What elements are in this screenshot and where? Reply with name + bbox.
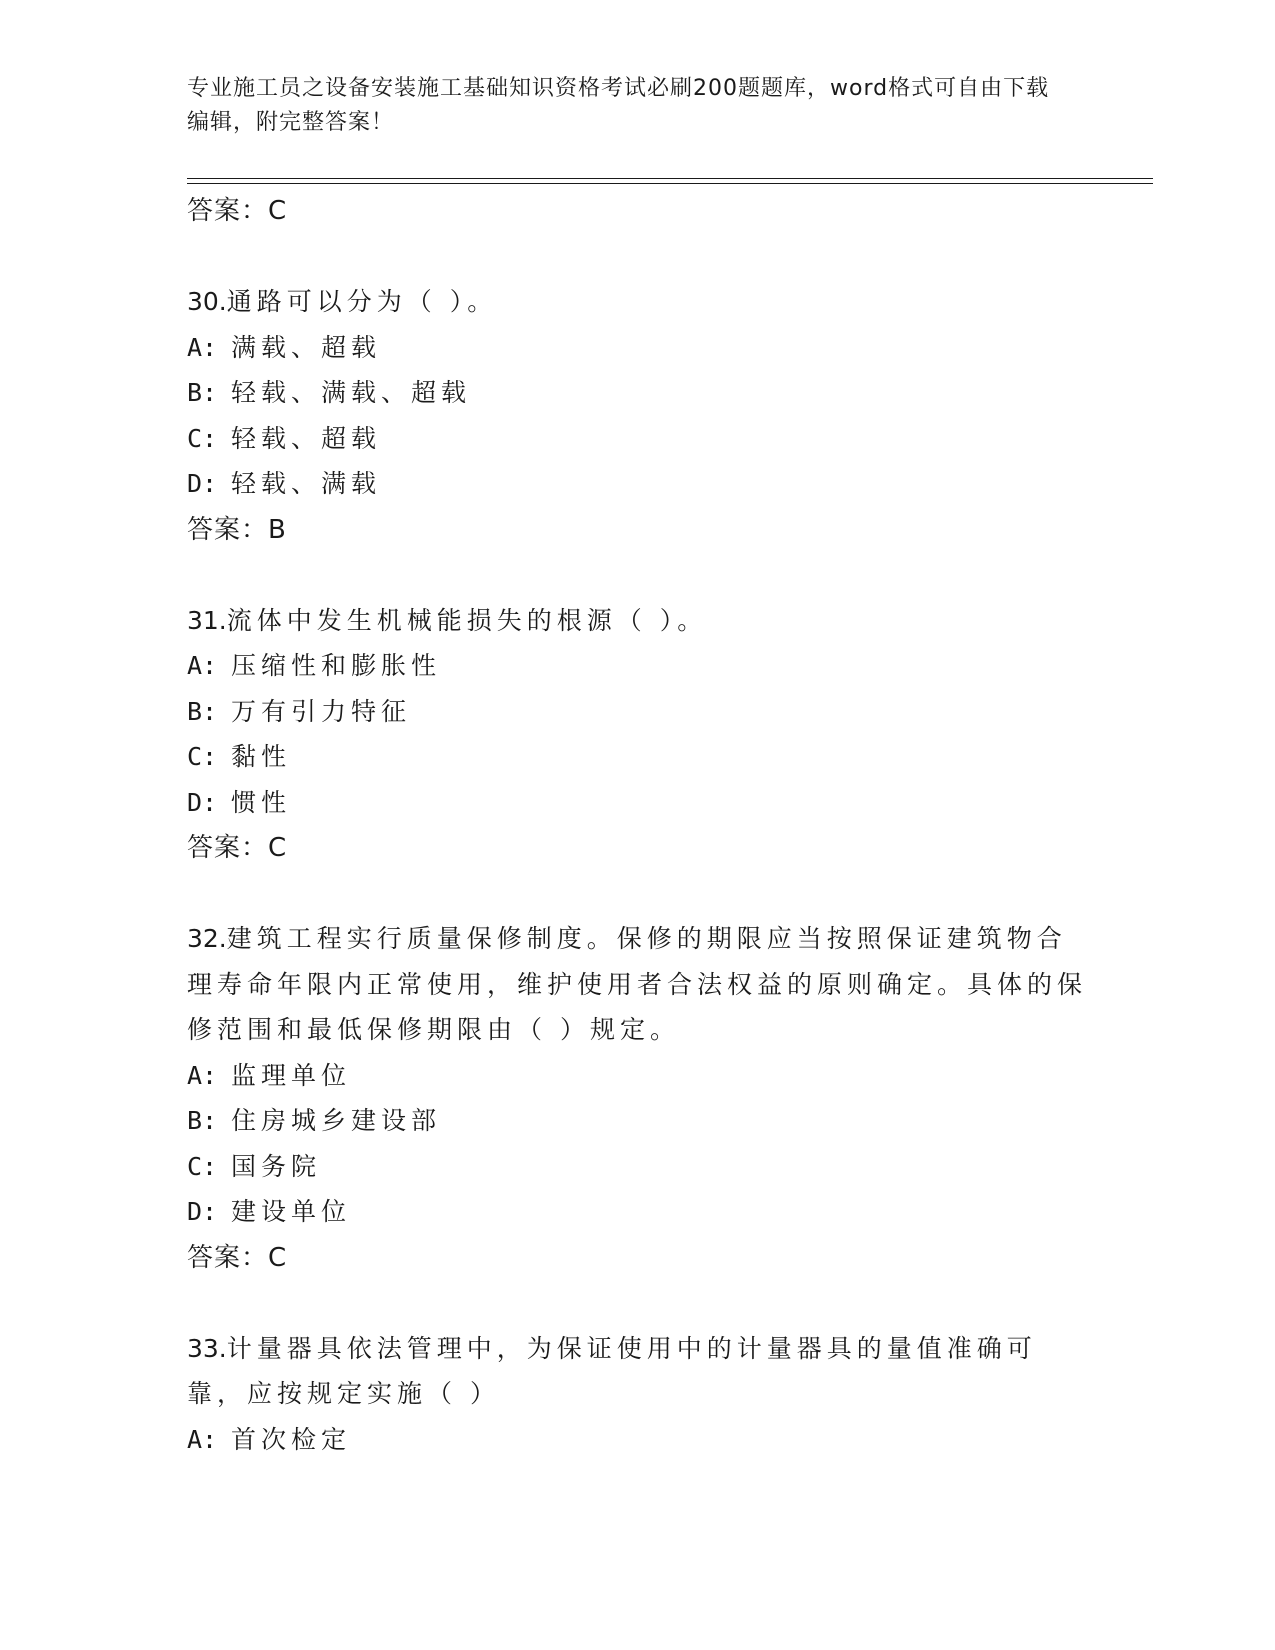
option-a: A: 首次检定: [187, 1424, 352, 1454]
option-d: D: 建设单位: [187, 1197, 352, 1226]
question-30: [187, 279, 1087, 553]
question-text: 30.通路可以分为（ ）。: [187, 287, 498, 316]
question-text: 33.计量器具依法管理中，为保证使用中的计量器具的量值准确可靠，应按规定实施（ ）: [187, 1333, 1037, 1408]
option-c: C: 国务院: [187, 1151, 322, 1181]
option-b: B: 轻载、满载、超载: [187, 378, 472, 407]
question-32: [187, 916, 1087, 1281]
option-d: D: 轻载、满载: [187, 469, 382, 498]
answer: 答案：B: [187, 514, 287, 545]
header-rule-top: [187, 178, 1153, 179]
document-header: 专业施工员之设备安装施工基础知识资格考试必刷200题题库，word格式可自由下载编辑，附完整答案！: [187, 76, 1050, 135]
answer: 答案：C: [187, 833, 288, 863]
option-a: A: 满载、超载: [187, 332, 382, 362]
option-b: B: 万有引力特征: [187, 696, 412, 726]
answer-prev: 答案：C: [187, 196, 288, 226]
option-a: A: 压缩性和膨胀性: [187, 651, 442, 680]
header-rule-bottom: [187, 183, 1153, 184]
question-31: [187, 598, 1087, 872]
question-33: [187, 1326, 1087, 1463]
question-text: 32.建筑工程实行质量保修制度。保修的期限应当按照保证建筑物合理寿命年限内正常使用，维护使用者合法权益的原则确定。具体的保修范围和最低保修期限由（ ）规定。: [187, 924, 1088, 1044]
question-text: 31.流体中发生机械能损失的根源（ ）。: [187, 605, 708, 635]
option-c: C: 黏性: [187, 742, 292, 771]
option-d: D: 惯性: [187, 787, 292, 817]
option-c: C: 轻载、超载: [187, 423, 382, 453]
option-b: B: 住房城乡建设部: [187, 1106, 442, 1135]
answer: 答案：C: [187, 1242, 288, 1273]
option-a: A: 监理单位: [187, 1060, 352, 1090]
document-body: [187, 188, 1087, 1462]
